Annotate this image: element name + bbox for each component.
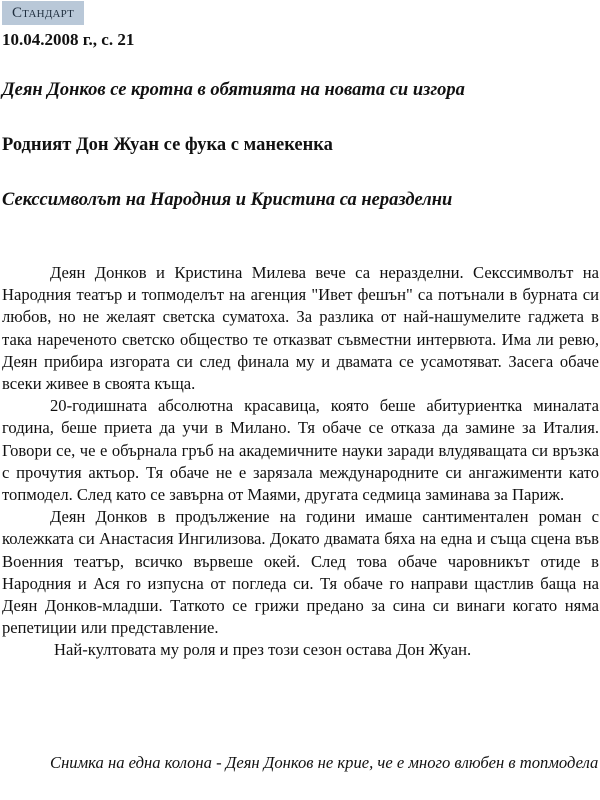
date-page-line: 10.04.2008 г., с. 21 (2, 30, 135, 49)
article-paragraph: Най-култовата му роля и през този сезон остава Дон Жуан. (54, 640, 472, 660)
article-paragraph: Деян Донков и Кристина Милева вече са неразделни. Секссимволът на Народния театър и топмоделът на агенция "Ивет фешън" са потънали в бурната си любов, но не желаят светска суматоха. За разлика от най-нашумелите гаджета в така нареченото светско общество те отказват съвместни интервюта. Има ли ревю, Деян прибира изгората си след финала му и двамата се усамотяват. Засега обаче всеки живее в своята къща. (2, 263, 599, 394)
headline-subtitle: Секссимволът на Народния и Кристина са неразделни (2, 190, 453, 210)
article-paragraph: 20-годишната абсолютна красавица, която беше абитуриентка миналата година, беше приета да учи в Милано. Тя обаче се отказа да замине за Италия. Говори се, че е обърнала гръб на академичните науки заради влудяващата си връзка с прочутия актьор. Тя обаче не е зарязала международните си ангажименти като топмодел. След като се завърна от Маями, другата седмица заминава за Париж. (2, 396, 599, 505)
article-body (2, 262, 599, 662)
article-paragraph: Деян Донков в продължение на години имаше сантиментален роман с колежката си Анастасия Ингилизова. Докато двамата бяха на една и съща сцена във Военния театър, всичко вървеше окей. След това обаче чаровникът отиде в Народния и Ася го изпусна от погледа си. Тя обаче го направи щастлив баща на Деян Донков-младши. Таткото се грижи предано за сина си винаги когато няма репетиции или представление. (2, 507, 599, 638)
headline-primary: Деян Донков се кротна в обятията на новата си изгора (2, 80, 465, 100)
photo-caption: Снимка на една колона - Деян Донков не крие, че е много влюбен в топмодела (50, 753, 599, 772)
publication-logo (2, 1, 84, 25)
headline-secondary: Родният Дон Жуан се фука с манекенка (2, 135, 333, 155)
publication-name: Стандарт (11, 4, 75, 21)
